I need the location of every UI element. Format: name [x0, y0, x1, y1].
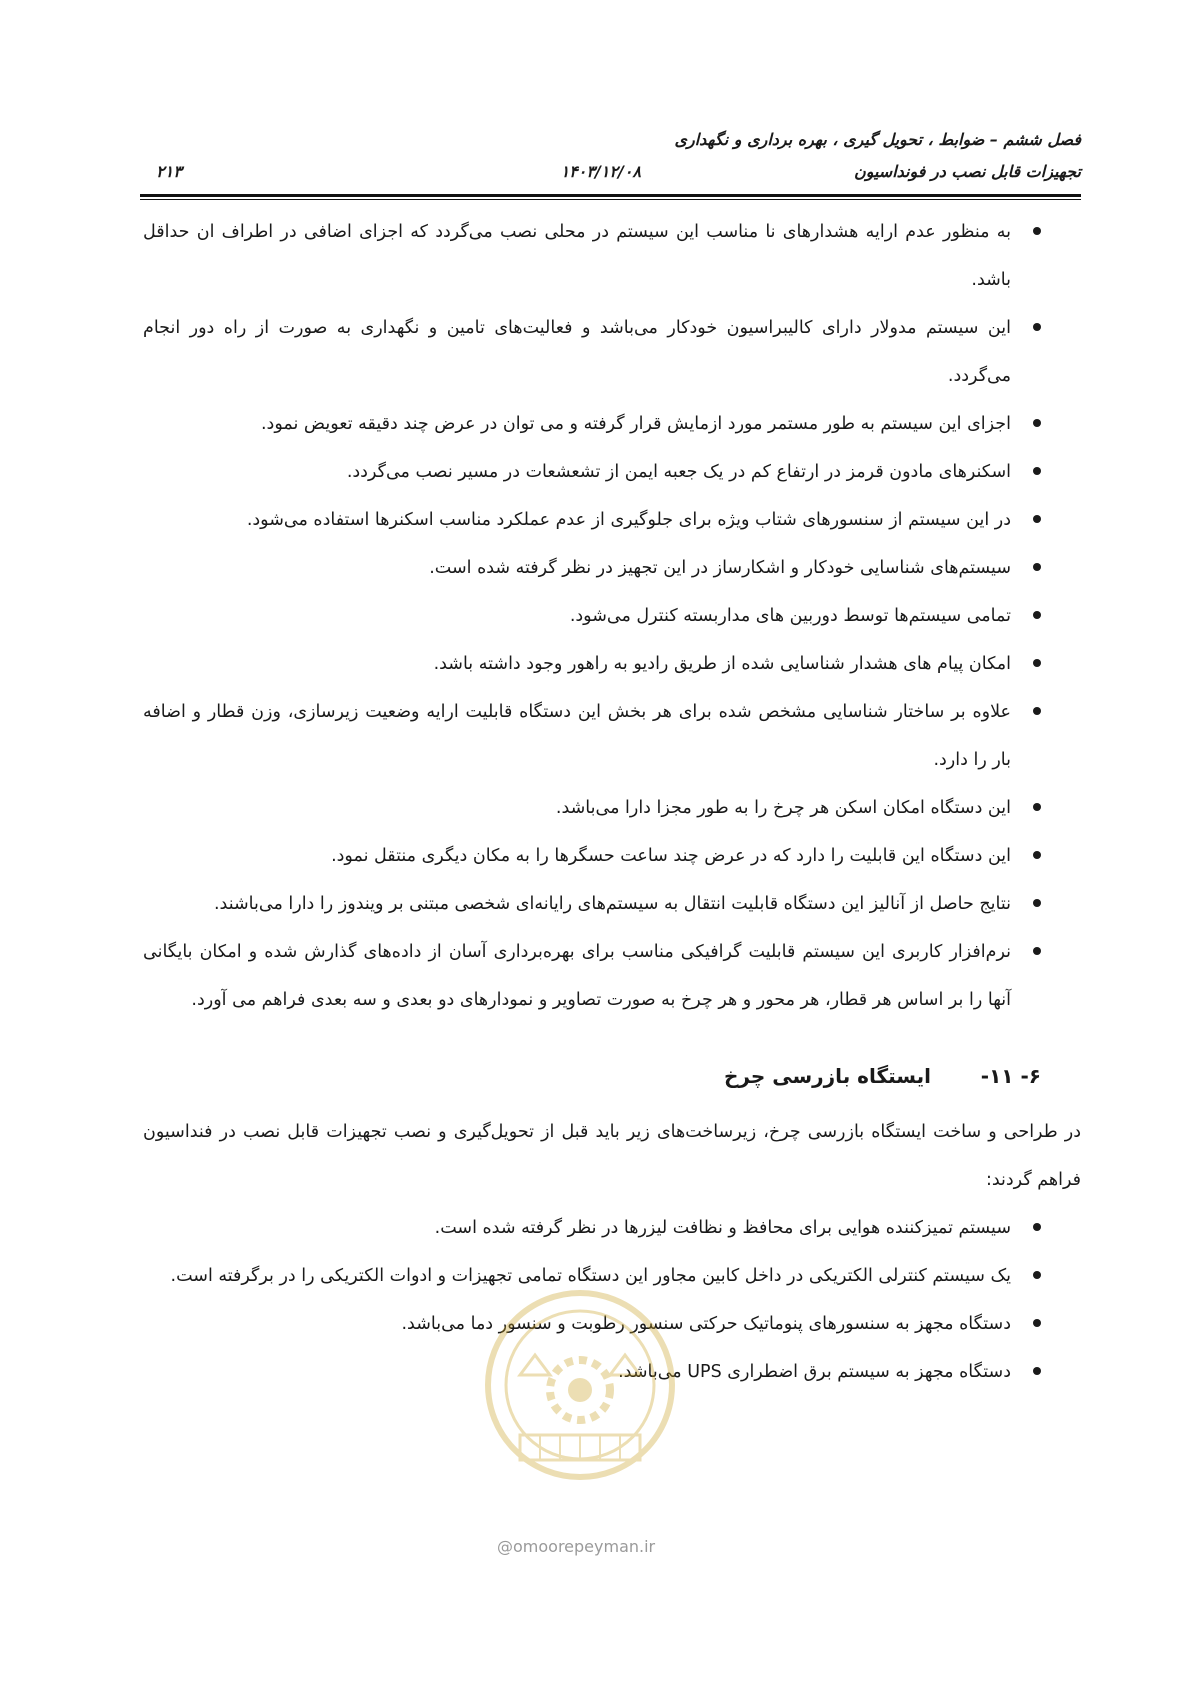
list-item: نرم‌افزار کاربری این سیستم قابلیت گرافیکی مناسب برای بهره‌برداری آسان از داده‌های گذارش شده و امکان بایگانی آنها را بر اساس هر قطار، هر محور و هر چرخ به صورت تصاویر و نمودارهای دو بعدی و سه بعدی فراهم می آورد.: [143, 928, 1081, 1024]
page-number: ۲۱۳: [156, 162, 182, 181]
list-item: دستگاه مجهز به سیستم برق اضطراری UPS می‌باشد.: [143, 1348, 1081, 1396]
bullet-icon: [1033, 899, 1041, 907]
list-item: سیستم تمیزکننده هوایی برای محافظ و نظافت لیزرها در نظر گرفته شده است.: [143, 1204, 1081, 1252]
section-number: ۶- ۱۱-: [980, 1064, 1041, 1088]
list-item: به منظور عدم ارایه هشدارهای نا مناسب این سیستم در محلی نصب می‌گردد که اجزای اضافی در اطراف ان حداقل باشد.: [143, 208, 1081, 304]
bullet-icon: [1033, 707, 1041, 715]
bullet-icon: [1033, 947, 1041, 955]
list-item: تمامی سیستم‌ها توسط دوربین های مداربسته کنترل می‌شود.: [143, 592, 1081, 640]
header-rule-thick: [140, 194, 1081, 197]
bullet-icon: [1033, 611, 1041, 619]
header-date: ۱۴۰۳/۱۲/۰۸: [560, 162, 641, 181]
bullet-icon: [1033, 515, 1041, 523]
header-rule-thin: [140, 199, 1081, 200]
bullet-icon: [1033, 323, 1041, 331]
list-item: یک سیستم کنترلی الکتریکی در داخل کابین مجاور این دستگاه تمامی تجهیزات و ادوات الکتریکی را در برگرفته است.: [143, 1252, 1081, 1300]
section-intro: در طراحی و ساخت ایستگاه بازرسی چرخ، زیرساخت‌های زیر باید قبل از تحویل‌گیری و نصب تجهیزات قابل نصب در فنداسیون فراهم گردند:: [143, 1122, 1081, 1190]
bullet-list-section: [143, 1204, 1081, 1396]
list-item: نتایج حاصل از آنالیز این دستگاه قابلیت انتقال به سیستم‌های رایانه‌ای شخصی مبتنی بر ویندوز را دارا می‌باشند.: [143, 880, 1081, 928]
list-item: اجزای این سیستم به طور مستمر مورد ازمایش قرار گرفته و می توان در عرض چند دقیقه تعویض نمود.: [143, 400, 1081, 448]
list-item: اسکنرهای مادون قرمز در ارتفاع کم در یک جعبه ایمن از تشعشعات در مسیر نصب می‌گردد.: [143, 448, 1081, 496]
bullet-icon: [1033, 563, 1041, 571]
list-item: این دستگاه امکان اسکن هر چرخ را به طور مجزا دارا می‌باشد.: [143, 784, 1081, 832]
bullet-icon: [1033, 227, 1041, 235]
section-heading: [143, 1052, 1081, 1104]
bullet-icon: [1033, 419, 1041, 427]
bullet-icon: [1033, 1319, 1041, 1327]
list-item: این سیستم مدولار دارای کالیبراسیون خودکار می‌باشد و فعالیت‌های تامین و نگهداری به صورت از راه دور انجام می‌گردد.: [143, 304, 1081, 400]
bullet-list-top: [143, 208, 1081, 1024]
watermark-url: @omoorepeyman.ir: [497, 1537, 656, 1556]
list-item: علاوه بر ساختار شناسایی مشخص شده برای هر بخش این دستگاه قابلیت ارایه وضعیت زیرسازی، وزن قطار و اضافه بار را دارد.: [143, 688, 1081, 784]
bullet-icon: [1033, 467, 1041, 475]
list-item: این دستگاه این قابلیت را دارد که در عرض چند ساعت حسگرها را به مکان دیگری منتقل نمود.: [143, 832, 1081, 880]
list-item: در این سیستم از سنسورهای شتاب ویژه برای جلوگیری از عدم عملکرد مناسب اسکنرها استفاده می‌شود.: [143, 496, 1081, 544]
bullet-icon: [1033, 659, 1041, 667]
bullet-icon: [1033, 1367, 1041, 1375]
section-title: ایستگاه بازرسی چرخ: [724, 1064, 931, 1088]
bullet-icon: [1033, 851, 1041, 859]
list-item: امکان پیام های هشدار شناسایی شده از طریق رادیو به راهور وجود داشته باشد.: [143, 640, 1081, 688]
list-item: دستگاه مجهز به سنسورهای پنوماتیک حرکتی سنسور رطوبت و سنسور دما می‌باشد.: [143, 1300, 1081, 1348]
bullet-icon: [1033, 803, 1041, 811]
chapter-title: فصل ششم – ضوابط ، تحویل گیری ، بهره برداری و نگهداری: [674, 130, 1081, 149]
page-body: [143, 208, 1081, 1396]
list-item: سیستم‌های شناسایی خودکار و اشکارساز در این تجهیز در نظر گرفته شده است.: [143, 544, 1081, 592]
bullet-icon: [1033, 1271, 1041, 1279]
section-subtitle: تجهیزات قابل نصب در فونداسیون: [853, 162, 1081, 181]
bullet-icon: [1033, 1223, 1041, 1231]
